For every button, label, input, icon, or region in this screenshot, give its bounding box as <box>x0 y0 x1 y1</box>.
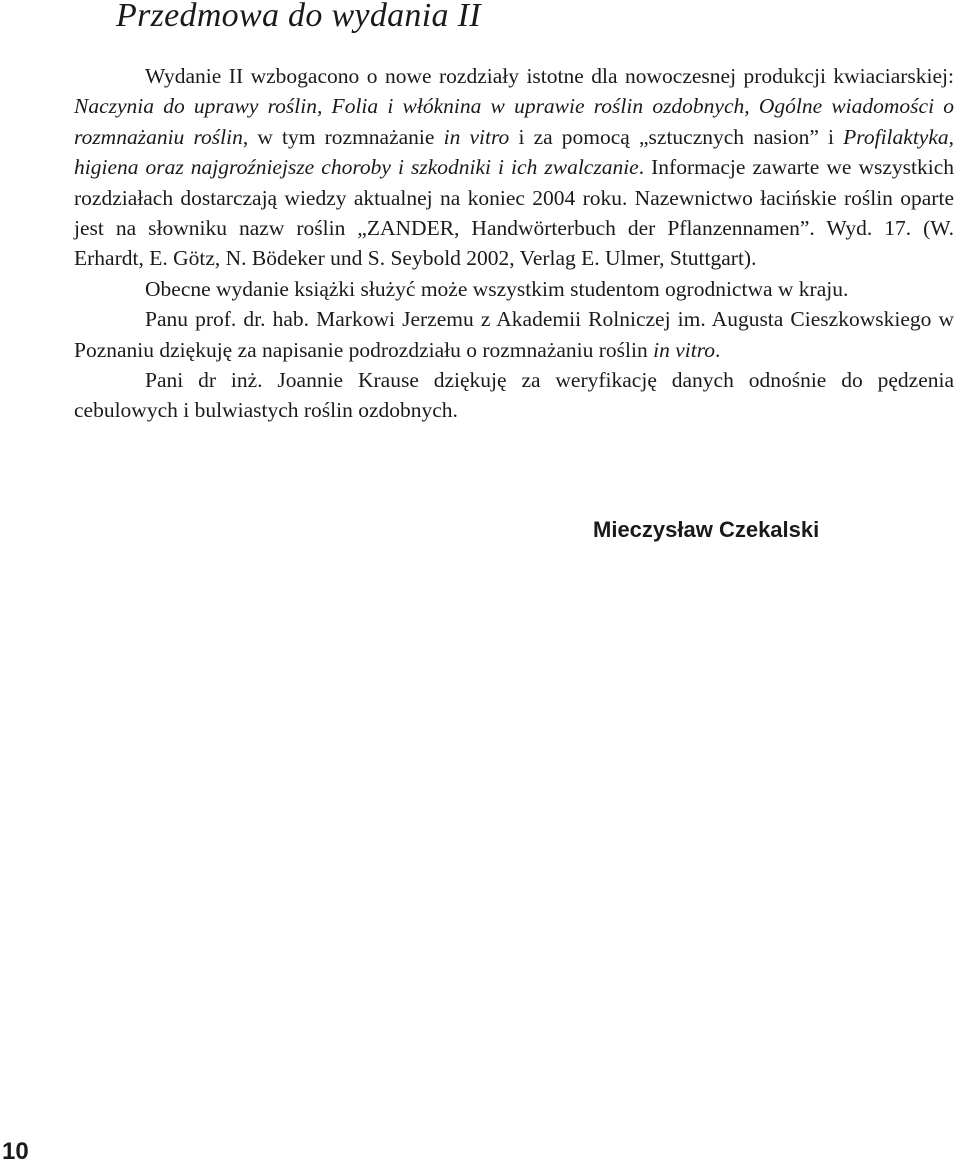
author-signature: Mieczysław Czekalski <box>593 517 820 542</box>
paragraph-3-italic-in-vitro: in vitro <box>653 337 716 362</box>
paragraph-audience: Obecne wydanie książki służyć może wszystkim studentom ogrodnictwa w kraju. <box>145 276 849 301</box>
page-number: 10 <box>2 1138 29 1165</box>
paragraph-1-italic-profilaktyka: Profilaktyka, higiena oraz najgroźniejsze choroby i szkodniki i ich zwalczanie <box>74 124 955 180</box>
paragraph-1-text-2: , w tym rozmnażanie <box>242 124 444 149</box>
page-title: Przedmowa do wydania II <box>116 0 481 34</box>
preface-body <box>74 61 954 426</box>
paragraph-1-text-4: . Informacje zawarte we wszystkich rozdziałach dostarczają wiedzy aktualnej na koniec 2004 roku. Nazewnictwo łacińskie roślin oparte jest na słowniku nazw roślin „ZANDER, Handwörterbuch der Pflanzennamen”. Wyd. 17. (W. Erhardt, E. Götz, N. Bödeker und S. Seybold 2002, Verlag E. Ulmer, Stuttgart). <box>74 155 955 271</box>
paragraph-thanks-jerzy <box>74 304 954 365</box>
paragraph-1-italic-chapters: Naczynia do uprawy roślin, Folia i włóknina w uprawie roślin ozdobnych, Ogólne wiadomości o rozmnażaniu roślin <box>74 94 954 149</box>
paragraph-new-chapters <box>74 61 954 274</box>
paragraph-thanks-krause: Pani dr inż. Joannie Krause dziękuję za weryfikację danych odnośnie do pędzenia cebulowych i bulwiastych roślin ozdobnych. <box>74 368 954 423</box>
paragraph-3-text-1: Panu prof. dr. hab. Markowi Jerzemu z Akademii Rolniczej im. Augusta Cieszkowskiego w Poznaniu dziękuję za napisanie podrozdziału o rozmnażaniu roślin <box>74 307 954 362</box>
paragraph-3-text-2: . <box>715 337 721 362</box>
paragraph-1-text-1: Wydanie II wzbogacono o nowe rozdziały istotne dla nowoczesnej produkcji kwiaciarskiej: <box>145 64 954 88</box>
paragraph-1-italic-in-vitro: in vitro <box>443 124 510 149</box>
paragraph-1-text-3: i za pomocą „sztucznych nasion” i <box>509 124 844 149</box>
